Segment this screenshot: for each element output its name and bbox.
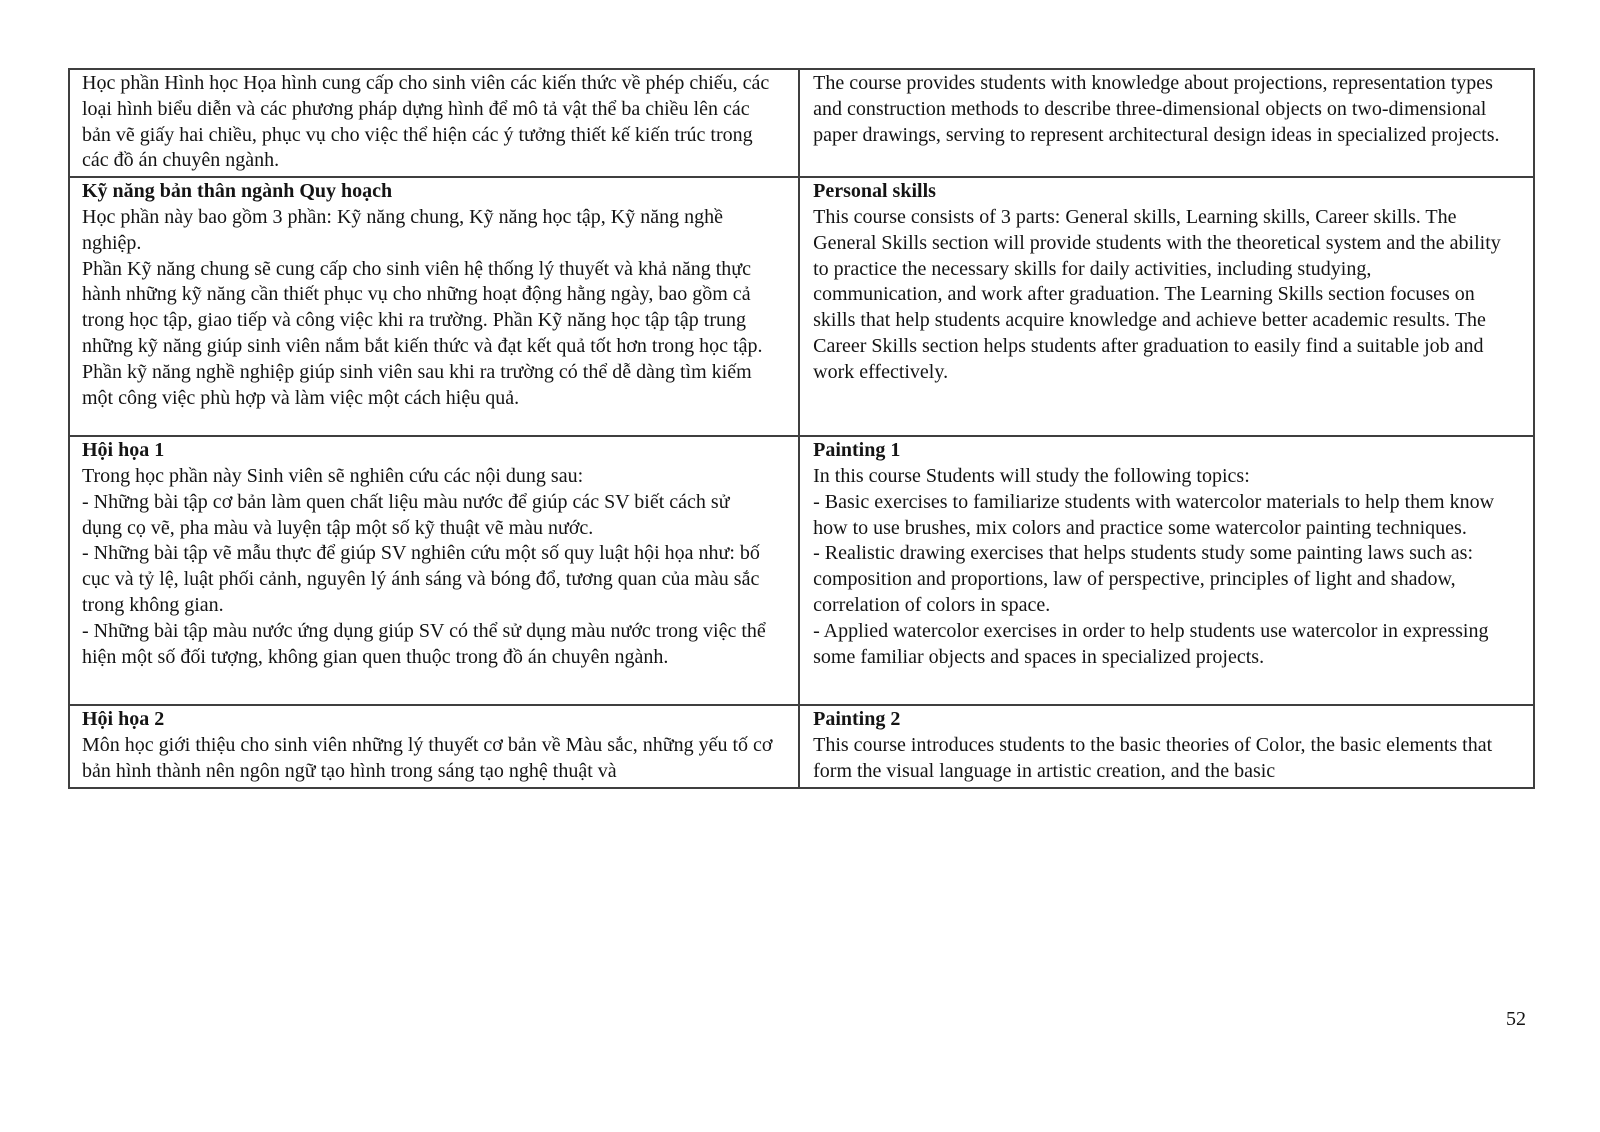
- course-description-vi: Trong học phần này Sinh viên sẽ nghiên cứu các nội dung sau:: [82, 464, 584, 487]
- course-title-vi: Kỹ năng bản thân ngành Quy hoạch: [82, 180, 393, 203]
- course-description-vi: Môn học giới thiệu cho sinh viên những lý thuyết cơ bản về Màu sắc, những yếu tố cơ bản hình thành nên ngôn ngữ tạo hình trong sáng tạo nghệ thuật và: [82, 733, 773, 782]
- course-bullet-en: - Realistic drawing exercises that helps students study some painting laws such as: composition and proportions, law of perspective, principles of light and shadow, correlation of colors in space.: [813, 542, 1473, 616]
- table-row: [69, 705, 1534, 787]
- course-description-vi: Học phần này bao gồm 3 phần: Kỹ năng chung, Kỹ năng học tập, Kỹ năng nghề nghiệp.: [82, 205, 723, 254]
- course-description-en: This course introduces students to the basic theories of Color, the basic elements that form the visual language in artistic creation, and the basic: [813, 733, 1493, 782]
- course-description-en: The course provides students with knowledge about projections, representation types and construction methods to describe three-dimensional objects on two-dimensional paper drawings, serving to represent architectural design ideas in specialized projects.: [813, 72, 1500, 146]
- table-row: [69, 436, 1534, 705]
- table-row: [69, 69, 1534, 177]
- course-title-en: Personal skills: [813, 180, 936, 203]
- course-title-en: Painting 2: [813, 708, 901, 731]
- cell-row4-english: [799, 705, 1534, 787]
- course-bullet-vi: - Những bài tập cơ bản làm quen chất liệu màu nước để giúp các SV biết cách sử dụng cọ vẽ, pha màu và luyện tập một số kỹ thuật vẽ màu nước.: [82, 490, 730, 539]
- cell-row4-vietnamese: [69, 705, 799, 787]
- cell-row1-english: [799, 69, 1534, 177]
- cell-row3-vietnamese: [69, 436, 799, 705]
- course-bullet-vi: - Những bài tập vẽ mẫu thực để giúp SV nghiên cứu một số quy luật hội họa như: bố cục và tỷ lệ, luật phối cảnh, nguyên lý ánh sáng và bóng đổ, tương quan của màu sắc trong không gian.: [82, 542, 760, 616]
- table-row: [69, 177, 1534, 436]
- course-title-vi: Hội họa 1: [82, 439, 165, 462]
- course-bullet-en: - Basic exercises to familiarize students with watercolor materials to help them know how to use brushes, mix colors and practice some watercolor painting techniques.: [813, 490, 1495, 539]
- cell-row2-vietnamese: [69, 177, 799, 436]
- course-title-vi: Hội họa 2: [82, 708, 165, 731]
- course-bullet-vi: - Những bài tập màu nước ứng dụng giúp SV có thể sử dụng màu nước trong việc thể hiện một số đối tượng, không gian quen thuộc trong đồ án chuyên ngành.: [82, 619, 766, 668]
- course-description-en: This course consists of 3 parts: General skills, Learning skills, Career skills. The General Skills section will provide students with the theoretical system and the ability to practice the necessary skills for daily activities, including studying, communication, and work after graduation. The Learning Skills section focuses on skills that help students acquire knowledge and achieve better academic results. The Career Skills section helps students after graduation to easily find a suitable job and work effectively.: [813, 205, 1501, 383]
- course-description-vi: Phần Kỹ năng chung sẽ cung cấp cho sinh viên hệ thống lý thuyết và khả năng thực hành những kỹ năng cần thiết phục vụ cho những hoạt động hằng ngày, bao gồm cả trong học tập, giao tiếp và công việc khi ra trường. Phần Kỹ năng học tập tập trung những kỹ năng giúp sinh viên nắm bắt kiến thức và đạt kết quả tốt hơn trong học tập. Phần kỹ năng nghề nghiệp giúp sinh viên sau khi ra trường có thể dễ dàng tìm kiếm một công việc phù hợp và làm việc một cách hiệu quả.: [82, 257, 763, 409]
- course-title-en: Painting 1: [813, 439, 901, 462]
- course-description-en: In this course Students will study the following topics:: [813, 464, 1250, 487]
- page-number: 52: [1506, 1008, 1526, 1030]
- course-description-vi: Học phần Hình học Họa hình cung cấp cho sinh viên các kiến thức về phép chiếu, các loại hình biểu diễn và các phương pháp dựng hình để mô tả vật thể ba chiều lên các bản vẽ giấy hai chiều, phục vụ cho việc thể hiện các ý tưởng thiết kế kiến trúc trong các đồ án chuyên ngành.: [82, 72, 770, 172]
- course-bullet-en: - Applied watercolor exercises in order to help students use watercolor in expressing some familiar objects and spaces in specialized projects.: [813, 619, 1489, 668]
- cell-row2-english: [799, 177, 1534, 436]
- course-description-table: [68, 68, 1535, 789]
- cell-row1-vietnamese: [69, 69, 799, 177]
- cell-row3-english: [799, 436, 1534, 705]
